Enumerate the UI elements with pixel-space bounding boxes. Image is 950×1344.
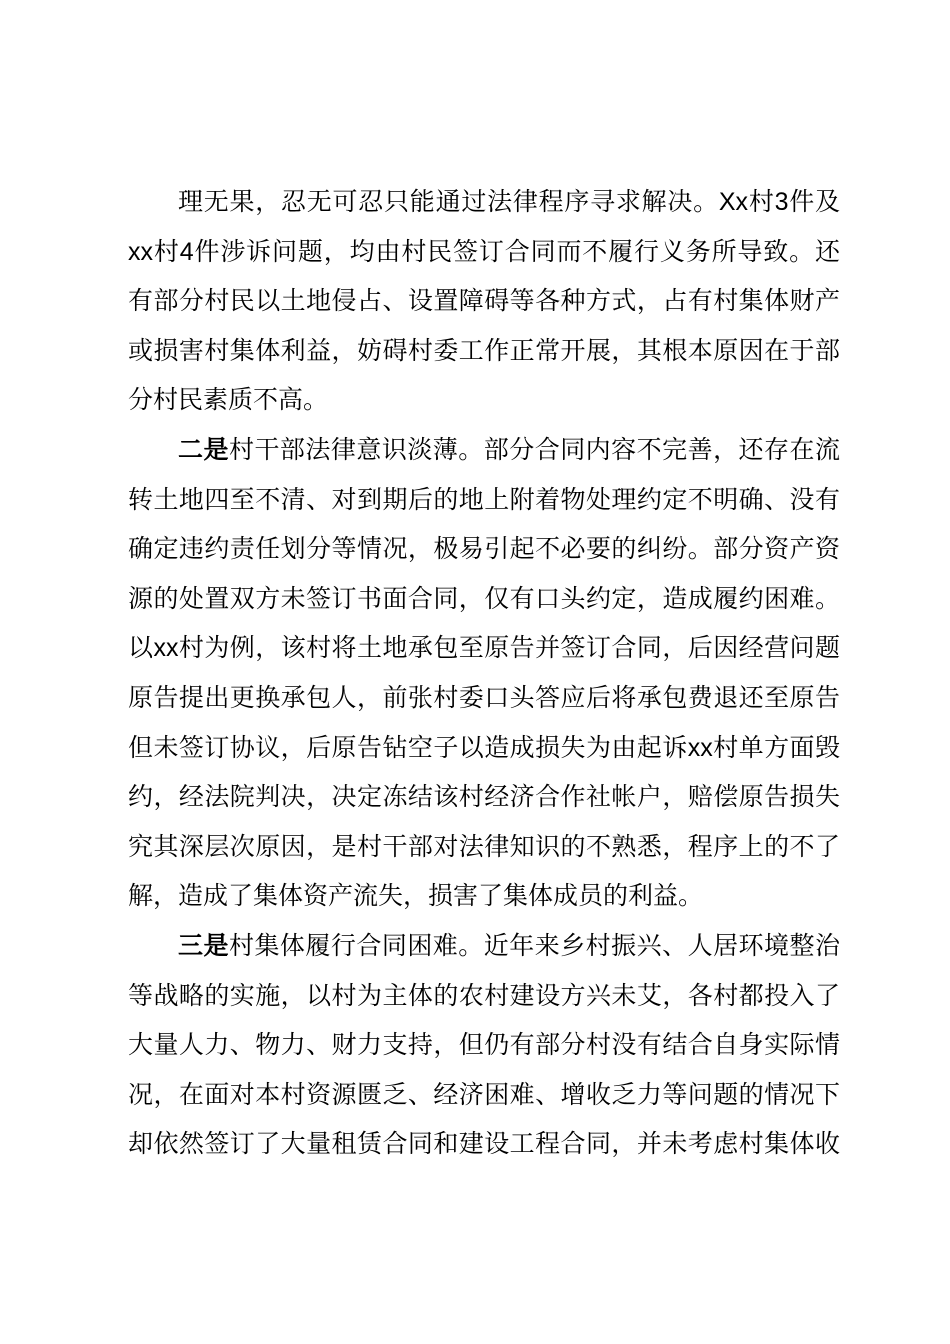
paragraph [128,426,840,922]
text-run: 村干部法律意识淡薄。部分合同内容不完善，还存在流 [228,435,840,464]
text-line: 却依然签订了大量租赁合同和建设工程合同，并未考虑村集体收 [128,1130,840,1159]
text-line: 约，经法院判决，决定冻结该村经济合作社帐户，赔偿原告损失 [128,783,840,812]
paragraph [128,922,840,1170]
text-line: 理无果，忍无可忍只能通过法律程序寻求解决。Xx村3件及 [178,188,840,216]
text-line: 但未签订协议，后原告钻空子以造成损失为由起诉xx村单方面毁 [128,733,840,762]
text-line: 以xx村为例，该村将土地承包至原告并签订合同，后因经营问题 [128,634,840,663]
text-line: 源的处置双方未签订书面合同，仅有口头约定，造成履约困难。 [128,584,840,613]
document-body [128,178,840,1170]
paragraph [128,178,840,426]
text-line: 等战略的实施，以村为主体的农村建设方兴未艾，各村都投入了 [128,981,840,1010]
text-line: 分村民素质不高。 [128,386,329,415]
text-line: 原告提出更换承包人，前张村委口头答应后将承包费退还至原告 [128,683,840,712]
text-line: 转土地四至不清、对到期后的地上附着物处理约定不明确、没有 [128,485,840,514]
text-run: 村集体履行合同困难。近年来乡村振兴、人居环境整治 [228,931,840,960]
text-line: xx村4件涉诉问题，均由村民签订合同而不履行义务所导致。还 [128,237,840,266]
text-line: 或损害村集体利益，妨碍村委工作正常开展，其根本原因在于部 [128,336,840,365]
text-line [128,922,840,972]
bold-run: 二是 [178,435,229,464]
text-line: 究其深层次原因，是村干部对法律知识的不熟悉，程序上的不了 [128,832,840,861]
text-line: 确定违约责任划分等情况，极易引起不必要的纠纷。部分资产资 [128,535,840,564]
text-line [128,426,840,476]
text-line: 解，造成了集体资产流失，损害了集体成员的利益。 [128,882,704,911]
text-line: 况，在面对本村资源匮乏、经济困难、增收乏力等问题的情况下 [128,1080,840,1109]
bold-run: 三是 [178,931,229,960]
text-line: 有部分村民以土地侵占、设置障碍等各种方式，占有村集体财产 [128,287,840,316]
text-line: 大量人力、物力、财力支持，但仍有部分村没有结合自身实际情 [128,1031,840,1060]
